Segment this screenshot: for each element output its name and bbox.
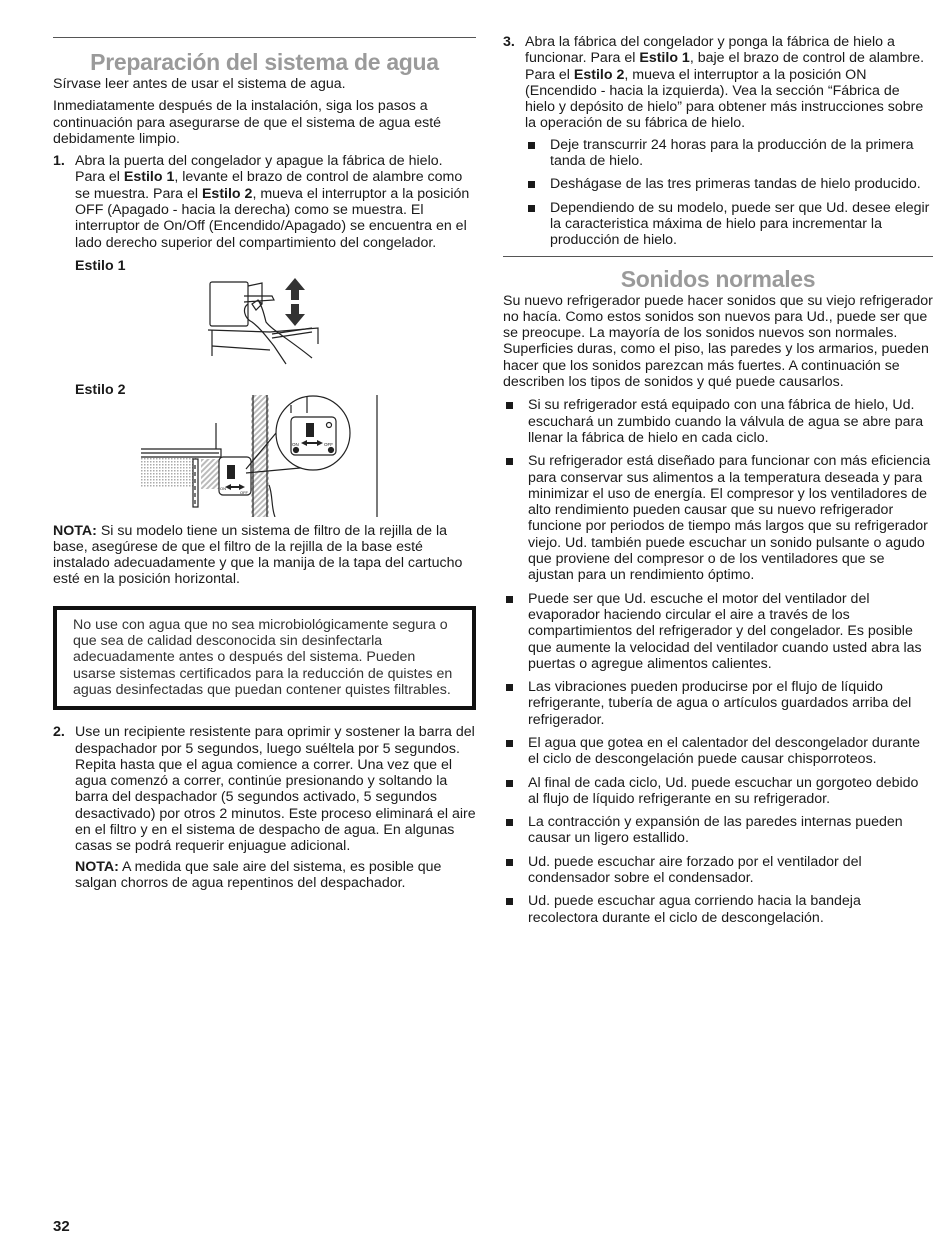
intro-paragraph: Sírvase leer antes de usar el sistema de agua. [53, 76, 346, 92]
step-3-bullets [525, 137, 933, 249]
step-2 [53, 724, 476, 891]
page-number: 32 [53, 1218, 70, 1235]
figure-label-style-2: Estilo 2 [75, 382, 126, 399]
bullet-square-icon [506, 740, 513, 747]
ice-maker-switch-illustration [141, 395, 381, 517]
intro-paragraph: Inmediatamente después de la instalación, siga los pasos a continuación para asegurarse de que el sistema de agua esté debidamente limpio. [53, 98, 442, 147]
bullet-square-icon [506, 780, 513, 787]
step-3 [503, 34, 933, 249]
bullet-square-icon [506, 402, 513, 409]
list-item: Su refrigerador está diseñado para funcionar con más eficiencia para conservar sus alimentos a la temperatura deseada y para minimizar el uso de energía. El compresor y los ventiladores de alto rendimiento pueden causar que su nuevo refrigerador funcione por periodos de tiempo más largos que su refrigerador viejo. Ud. también puede escuchar un sonido pulsante o agudo que proviene del compresor o de los ventiladores que se ajustan para un rendimiento óptimo. [503, 453, 933, 583]
note-filter: NOTA: Si su modelo tiene un sistema de filtro de la rejilla de la base, asegúrese de que el filtro de la rejilla de la base esté instalado adecuadamente y que la manija de la tapa del cartucho esté en la posición horizontal. [53, 522, 463, 588]
bullet-square-icon [528, 205, 535, 212]
switch-off-label: OFF [240, 489, 248, 495]
switch-on-label: ON [220, 485, 226, 491]
section-title-normal-sounds: Sonidos normales [620, 265, 816, 292]
list-item: Al final de cada ciclo, Ud. puede escuchar un gorgoteo debido al flujo de líquido refrigerante en su refrigerador. [503, 775, 933, 808]
warning-box [53, 606, 476, 710]
list-item: Puede ser que Ud. escuche el motor del ventilador del evaporador haciendo circular el aire a través de los compartimientos del refrigerador y del congelador. Es posible que aumente la velocidad del ventilador cuando usted abra las puertas o agregue alimentos calientes. [503, 591, 933, 672]
list-item: La contracción y expansión de las paredes internas pueden causar un ligero estallido. [503, 814, 933, 847]
list-item: Deje transcurrir 24 horas para la producción de la primera tanda de hielo. [525, 137, 933, 170]
right-column [503, 34, 933, 933]
step-number: 3. [503, 34, 515, 50]
bullet-square-icon [506, 596, 513, 603]
list-item: Dependiendo de su modelo, puede ser que Ud. desee elegir la caracteristica máxima de hielo para incrementar la producción de hielo. [525, 200, 933, 249]
step-number: 1. [53, 153, 65, 170]
section-divider [503, 256, 933, 257]
bullet-square-icon [506, 684, 513, 691]
left-column [53, 0, 476, 891]
step-text: Abra la fábrica del congelador y ponga la fábrica de hielo a funcionar. Para el Estilo 1, baje el brazo de control de alambre. Para el Estilo 2, mueva el interruptor a la posición ON (Encendido - hacia la izquierda). Vea la sección “Fábrica de hielo y depósito de hielo” para obtener más instrucciones sobre la operación de su fábrica de hielo. [525, 34, 925, 132]
list-item: Deshágase de las tres primeras tandas de hielo producido. [525, 176, 933, 192]
step-text: Use un recipiente resistente para oprimir y sostener la barra del despachador por 5 segundos, luego suéltela por 5 segundos. Repita hasta que el agua comience a correr. Una vez que el agua comenzó a correr, continúe presionando y soltando la barra del despachador (5 segundos activado, 5 segundos desactivado) por otros 2 minutos. Este proceso eliminará el aire en el filtro y en el sistema de despacho de agua. En algunas casas se podrá requerir enjuague adicional. [75, 724, 476, 855]
step-number: 2. [53, 724, 65, 741]
bullet-square-icon [506, 859, 513, 866]
step-text: Abra la puerta del congelador y apague la fábrica de hielo. Para el Estilo 1, levante el brazo de control de alambre como se muestra. Para el Estilo 2, mueva el interruptor a la posición OFF (Apagado - hacia la derecha) como se muestra. El interruptor de On/Off (Encendido/Apagado) se encuentra en el lado derecho superior del compartimiento del congelador. [75, 153, 470, 251]
figure-style-1 [200, 274, 340, 374]
list-item: Las vibraciones pueden producirse por el flujo de líquido refrigerante, tubería de agua o artículos guardados arriba del refrigerador. [503, 679, 933, 728]
list-item: Ud. puede escuchar agua corriendo hacia la bandeja recolectora durante el ciclo de descongelación. [503, 893, 933, 926]
bullet-square-icon [528, 142, 535, 149]
sounds-bullets [503, 397, 933, 926]
bullet-square-icon [506, 898, 513, 905]
list-item: Ud. puede escuchar aire forzado por el ventilador del condensador sobre el condensador. [503, 854, 933, 887]
bullet-square-icon [528, 181, 535, 188]
bullet-square-icon [506, 819, 513, 826]
sounds-intro: Su nuevo refrigerador puede hacer sonidos que su viejo refrigerador no hacía. Como estos sonidos son nuevos para Ud., puede ser que se preocupe. La mayoría de los sonidos nuevos son normales. Superficies duras, como el piso, las paredes y los armarios, pueden hacer que los sonidos parezcan más fuertes. A continuación se describen los tipos de sonidos y qué puede causarlos. [503, 292, 933, 391]
section-title-water-system: Preparación del sistema de agua [90, 49, 439, 75]
warning-text: No use con agua que no sea microbiológicamente segura o que sea de calidad desconocida sin desinfectarla adecuadamente antes o después del sistema. Pueden usarse sistemas certificados para la reducción de quistes en aguas desinfectadas que puedan contener quistes filtrables. [73, 616, 453, 698]
figure-style-2 [141, 395, 381, 517]
up-down-arrow-icon [285, 278, 305, 326]
switch-off-label: OFF [324, 441, 333, 447]
step-1 [53, 153, 476, 251]
switch-on-label: ON [292, 441, 299, 447]
section-divider [53, 37, 476, 38]
list-item: El agua que gotea en el calentador del descongelador durante el ciclo de descongelación puede causar chisporroteos. [503, 735, 933, 768]
list-item: Si su refrigerador está equipado con una fábrica de hielo, Ud. escuchará un zumbido cuando la válvula de agua se abre para llenar la fábrica de hielo en cada ciclo. [503, 397, 933, 446]
bullet-square-icon [506, 458, 513, 465]
note-air: NOTA: A medida que sale aire del sistema, es posible que salgan chorros de agua repentinos del despachador. [75, 858, 442, 891]
ice-maker-arm-illustration [200, 274, 340, 374]
figure-label-style-1: Estilo 1 [75, 257, 126, 274]
